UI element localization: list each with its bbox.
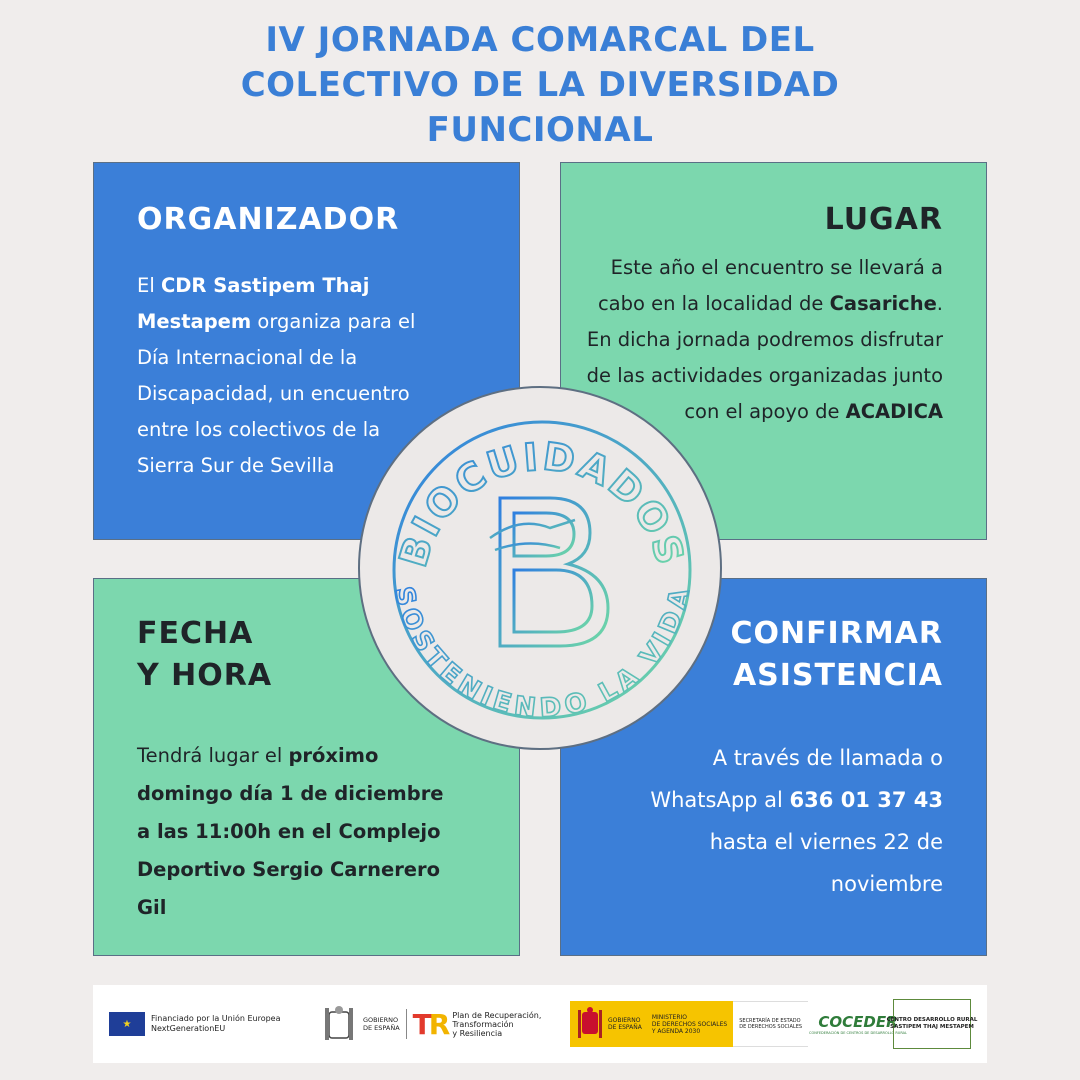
gob-line: DE ESPAÑA [363, 1024, 400, 1032]
fecha-details: próximo domingo día 1 de diciembre a las 11:00h en el Complejo Deportivo Sergio Carnerero Gil [137, 744, 444, 919]
gob-line: GOBIERNO [363, 1016, 399, 1024]
min-line: GOBIERNO [608, 1017, 641, 1024]
lugar-heading: LUGAR [824, 202, 943, 237]
biocuidados-emblem [360, 388, 724, 752]
sec-line: SECRETARÍA DE ESTADO [739, 1018, 801, 1024]
min-line: MINISTERIO [651, 1013, 687, 1021]
plan-line: y Resiliencia [452, 1028, 503, 1038]
lugar-town: Casariche [829, 292, 937, 315]
min-line: DE DERECHOS SOCIALES [651, 1020, 728, 1028]
fecha-text-part: Tendrá lugar el [137, 744, 289, 767]
min-line: Y AGENDA 2030 [651, 1027, 701, 1035]
min-line: DE ESPAÑA [608, 1024, 642, 1031]
phone-number[interactable]: 636 01 37 43 [789, 788, 943, 812]
lugar-partner: ACADICA [845, 400, 943, 423]
page-title [0, 18, 1080, 153]
sastipem-line: SASTIPEM THAJ MESTAPEM [890, 1024, 974, 1030]
biocuidados-logo [358, 386, 722, 750]
spain-crest-icon [321, 1004, 357, 1044]
spain-crest-icon [576, 1006, 604, 1042]
plan-line: Transformación [452, 1019, 514, 1029]
sponsor-footer [93, 985, 987, 1063]
sastipem-logo [886, 985, 978, 1063]
fecha-heading [137, 613, 272, 697]
confirmar-text-part: A través de llamada o WhatsApp al [650, 746, 943, 812]
fecha-heading-line: FECHA [137, 616, 254, 651]
confirmar-heading [730, 613, 943, 697]
divider [406, 1009, 407, 1039]
fecha-heading-line: Y HORA [137, 658, 273, 693]
gobierno-plan-logo [321, 985, 541, 1063]
logo-top-text: BIOCUIDADOS [390, 434, 694, 572]
lugar-text-part: Este año el encuentro se llevará a cabo en la localidad de [597, 256, 943, 315]
organizador-name: CDR Sastipem Thaj Mestapem [137, 274, 370, 333]
lugar-text-part: . En dicha jornada podremos disfrutar de las actividades organizadas junto con el apoyo de [586, 292, 943, 423]
coceder-sub: CONFEDERACIÓN DE CENTROS DE DESARROLLO RURAL [809, 1031, 907, 1035]
ministerio-block [570, 1001, 733, 1047]
fecha-text [137, 737, 447, 927]
logo-b-icon [490, 498, 608, 646]
logo-bottom-text: SOSTENIENDO LA VIDA [387, 584, 697, 724]
sec-line: DE DERECHOS SOCIALES [739, 1024, 803, 1030]
confirmar-heading-line: ASISTENCIA [732, 658, 943, 693]
eu-flag-icon: ★ [109, 1012, 145, 1036]
prtr-mark-icon: TR [412, 1007, 448, 1041]
title-line-2: COLECTIVO DE LA DIVERSIDAD [240, 65, 840, 105]
eu-line: NextGenerationEU [151, 1024, 226, 1033]
plan-line: Plan de Recuperación, [452, 1010, 542, 1020]
organizador-text-part: El [137, 274, 161, 297]
organizador-heading: ORGANIZADOR [137, 202, 400, 237]
sastipem-line: CENTRO DESARROLLO RURAL [886, 1017, 978, 1023]
confirmar-heading-line: CONFIRMAR [730, 616, 943, 651]
ministerio-logo [570, 985, 808, 1063]
title-line-1: IV JORNADA COMARCAL DEL [265, 20, 815, 60]
title-line-3: FUNCIONAL [426, 110, 654, 150]
confirmar-text [613, 737, 943, 905]
confirmar-text-part: hasta el viernes 22 de noviembre [709, 830, 943, 896]
eu-logo [109, 985, 281, 1063]
organizador-text-part: organiza para el Día Internacional de la Discapacidad, un encuentro entre los colectivos de la Sierra Sur de Sevilla [137, 310, 416, 477]
eu-line: Financiado por la Unión Europea [151, 1014, 281, 1023]
coceder-name: COCEDER [818, 1013, 898, 1031]
